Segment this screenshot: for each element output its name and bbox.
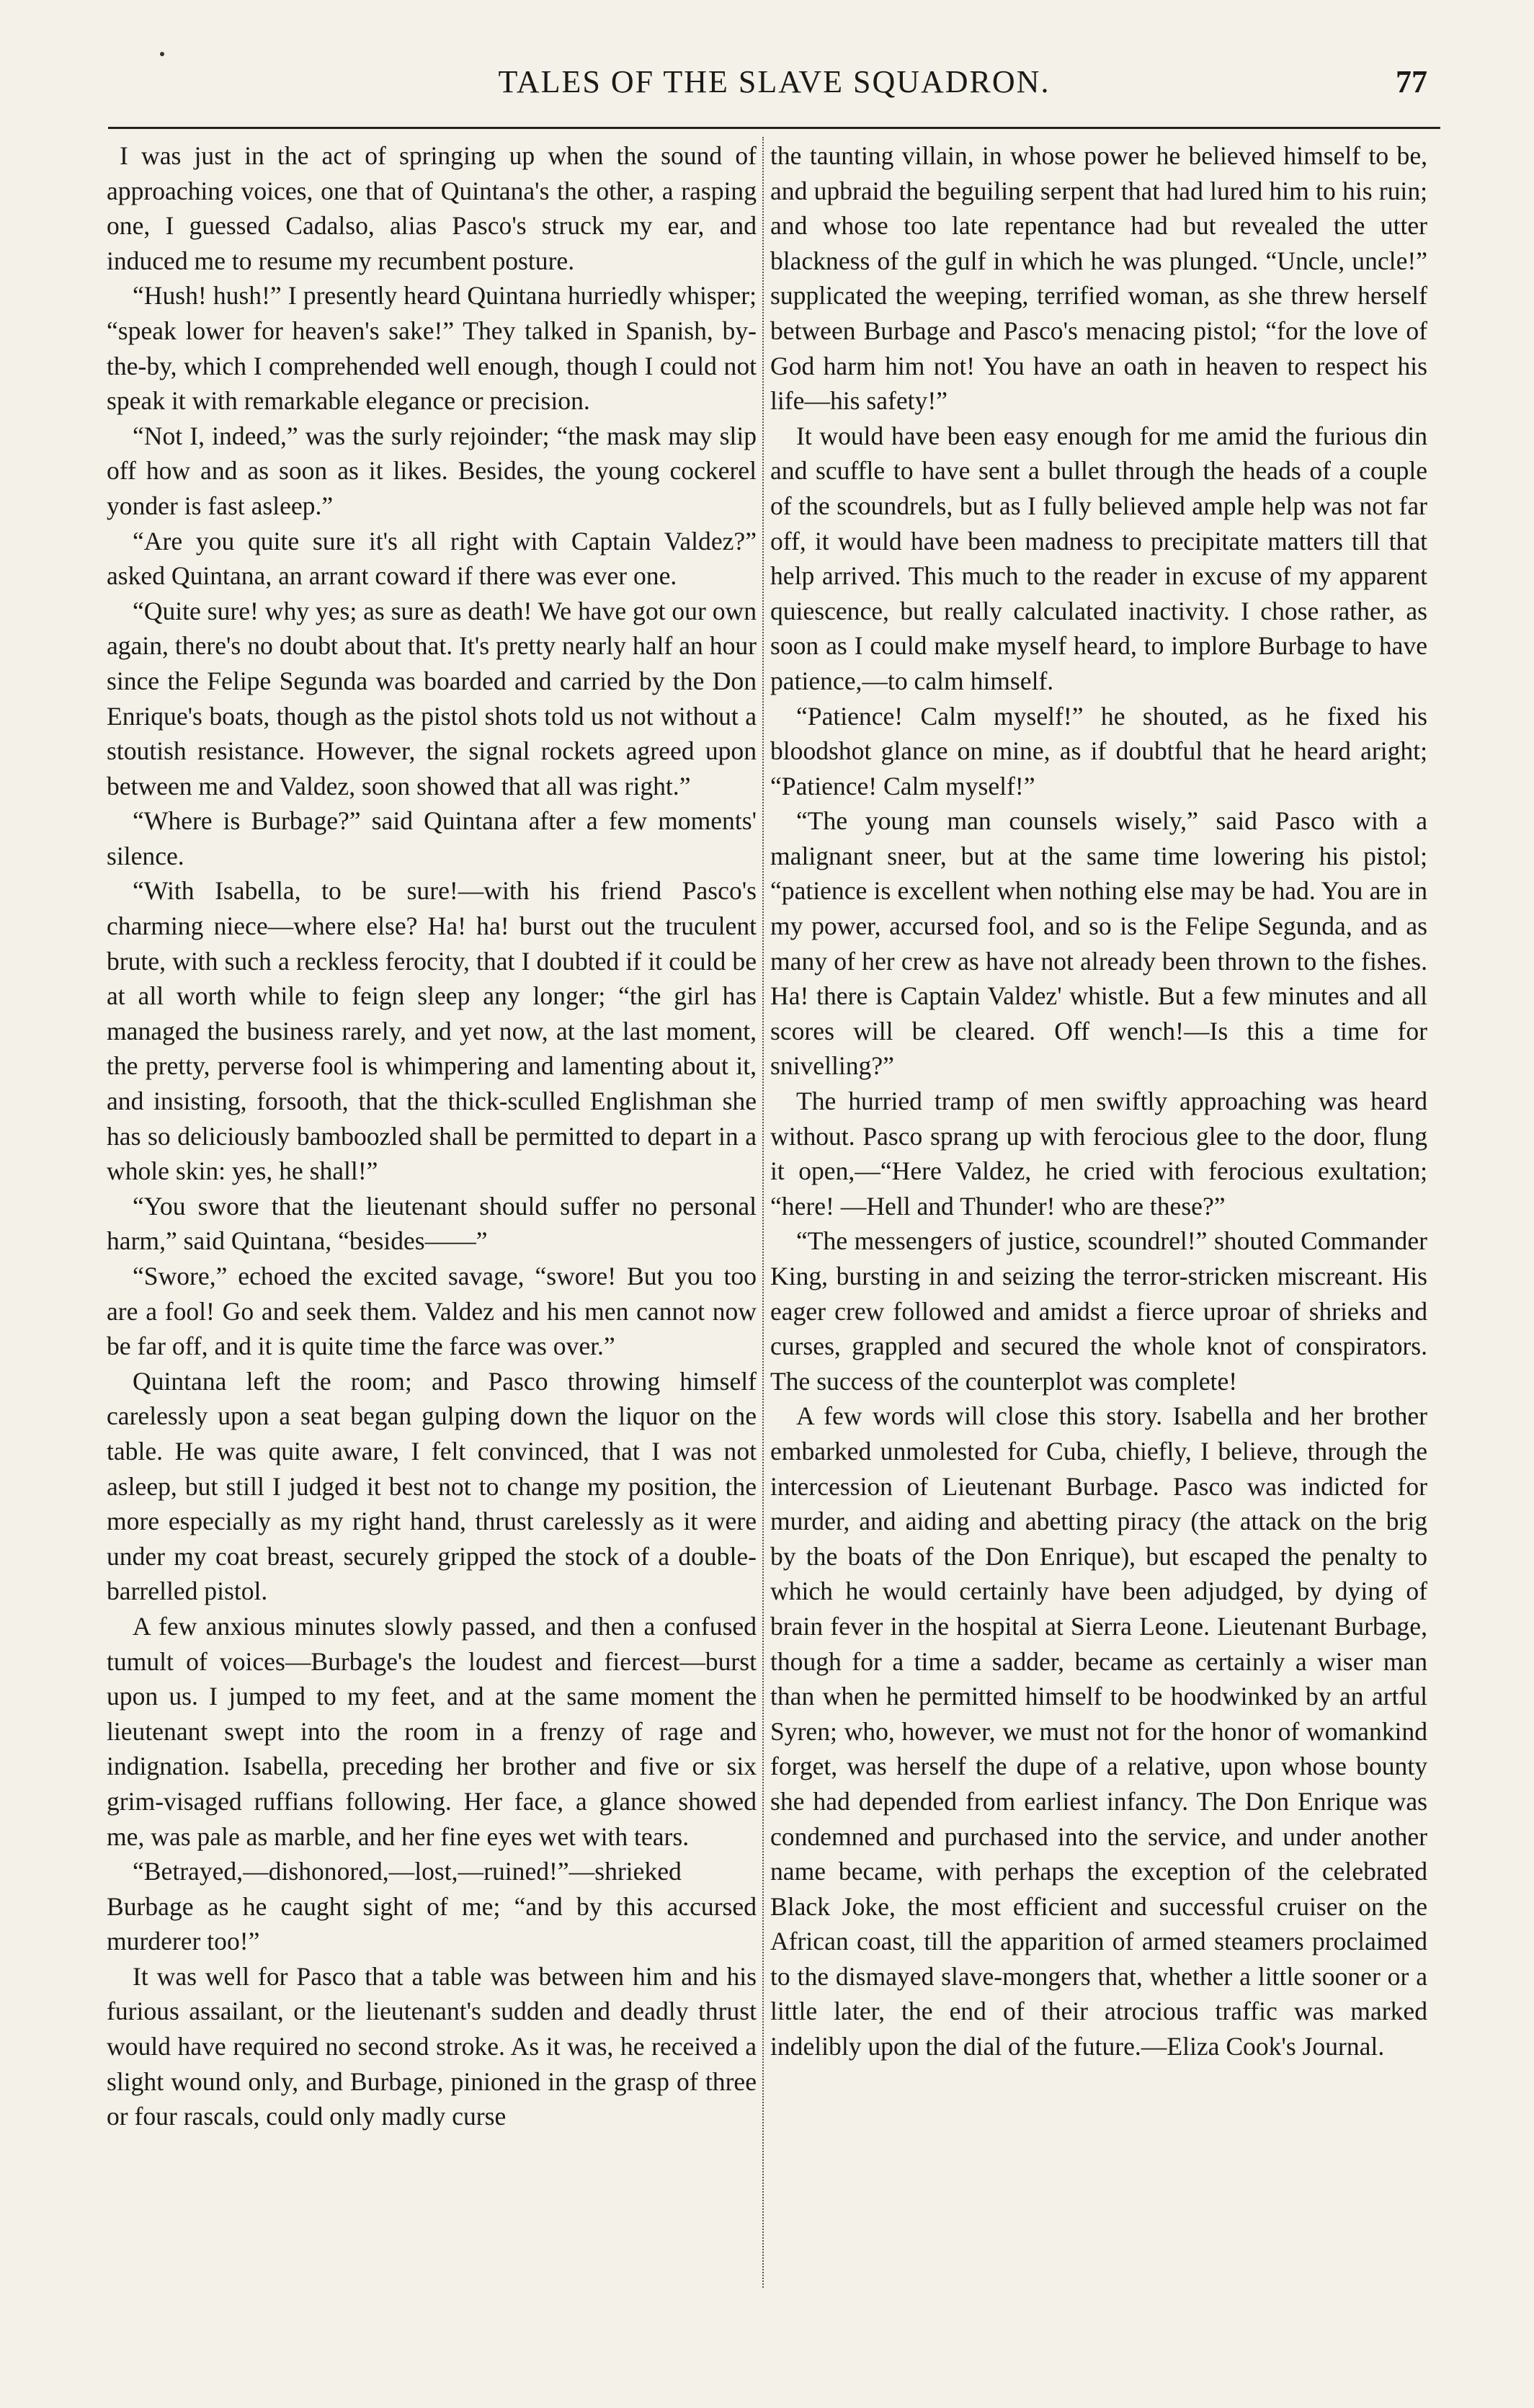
left-column	[107, 138, 757, 2134]
paragraph: “Are you quite sure it's all right with Captain Valdez?” asked Quintana, an arrant coward if there was ever one.	[107, 526, 757, 591]
paragraph: Quintana left the room; and Pasco throwing himself carelessly upon a seat began gulping down the liquor on the table. He was quite aware, I felt convinced, that I was not asleep, but still I judged it best not to change my position, the more especially as my right hand, thrust carelessly as it were under my coat breast, securely gripped the stock of a double-barrelled pistol.	[107, 1366, 757, 1606]
paragraph: A few words will close this story. Isabella and her brother embarked unmolested for Cuba, chiefly, I believe, through the intercession of Lieutenant Burbage. Pasco was indicted for murder, and aiding and abetting piracy (the attack on the brig by the boats of the Don Enrique), but escaped the penalty to which he would certainly have been adjudged, by dying of brain fever in the hospital at Sierra Leone. Lieutenant Burbage, though for a time a sadder, became as certainly a wiser man than when he permitted himself to be hoodwinked by an artful Syren; who, however, we must not for the honor of womankind forget, was herself the dupe of a relative, upon whose bounty she had depended from earliest infancy. The Don Enrique was condemned and purchased into the service, and under another name became, with perhaps the exception of the celebrated Black Joke, the most efficient and successful cruiser on the African coast, till the apparition of armed steamers proclaimed to the dismayed slave-mongers that, whether a little sooner or a little later, the end of their atrocious traffic was marked indelibly upon the dial of the future.—Eliza Cook's Journal.	[770, 1401, 1427, 2061]
paragraph: “The messengers of justice, scoundrel!” shouted Commander King, bursting in and seizing the terror-stricken miscreant. His eager crew followed and amidst a fierce uproar of shrieks and curses, grappled and secured the whole knot of conspirators. The success of the counterplot was complete!	[770, 1226, 1427, 1396]
paragraph: “With Isabella, to be sure!—with his friend Pasco's charming niece—where else? Ha! ha! burst out the truculent brute, with such a reckless ferocity, that I doubted if it could be at all worth while to feign sleep any longer; “the girl has managed the business rarely, and yet now, at the last moment, the pretty, perverse fool is whimpering and lamenting about it, and insisting, forsooth, that the thick-sculled Englishman she has so deliciously bamboozled shall be permitted to depart in a whole skin: yes, he shall!”	[107, 876, 757, 1186]
paragraph: A few anxious minutes slowly passed, and then a confused tumult of voices—Burbage's the loudest and fiercest—burst upon us. I jumped to my feet, and at the same moment the lieutenant swept into the room in a frenzy of rage and indignation. Isabella, preceding her brother and five or six grim-visaged ruffians following. Her face, a glance showed me, was pale as marble, and her fine eyes wet with tears.	[107, 1611, 757, 1851]
page-number: 77	[1396, 64, 1427, 99]
paragraph: The hurried tramp of men swiftly approaching was heard without. Pasco sprang up with ferocious glee to the door, flung it open,—“Here Valdez, he cried with ferocious exultation; “here! —Hell and Thunder! who are these?”	[770, 1087, 1427, 1221]
paragraph: “Patience! Calm myself!” he shouted, as he fixed his bloodshot glance on mine, as if doubtful that he heard aright; “Patience! Calm myself!”	[770, 701, 1427, 801]
paragraph: I was just in the act of springing up when the sound of approaching voices, one that of Quintana's the other, a rasping one, I guessed Cadalso, alias Pasco's struck my ear, and induced me to resume my recumbent posture.	[107, 141, 757, 275]
paragraph: It was well for Pasco that a table was between him and his furious assailant, or the lieutenant's sudden and deadly thrust would have required no second stroke. As it was, he received a slight wound only, and Burbage, pinioned in the grasp of three or four rascals, could only madly curse	[107, 1961, 757, 2131]
paragraph: “Betrayed,—dishonored,—lost,—ruined!”—shrieked Burbage as he caught sight of me; “and by this accursed murderer too!”	[107, 1857, 757, 1956]
paragraph: It would have been easy enough for me amid the furious din and scuffle to have sent a bullet through the heads of a couple of the scoundrels, but as I fully believed ample help was not far off, it would have been madness to precipitate matters till that help arrived. This much to the reader in excuse of my apparent quiescence, but really calculated inactivity. I chose rather, as soon as I could make myself heard, to implore Burbage to have patience,—to calm himself.	[770, 421, 1427, 695]
paragraph: “You swore that the lieutenant should suffer no personal harm,” said Quintana, “besides——”	[107, 1191, 757, 1256]
paragraph: “Not I, indeed,” was the surly rejoinder; “the mask may slip off how and as soon as it likes. Besides, the young cockerel yonder is fast asleep.”	[107, 421, 757, 520]
header-rule	[108, 127, 1440, 129]
print-speck	[160, 52, 164, 56]
right-column	[770, 138, 1427, 2064]
paragraph: “The young man counsels wisely,” said Pasco with a malignant sneer, but at the same time lowering his pistol; “patience is excellent when nothing else may be had. You are in my power, accursed fool, and so is the Felipe Segunda, and as many of her crew as have not already been thrown to the fishes. Ha! there is Captain Valdez' whistle. But a few minutes and all scores will be cleared. Off wench!—Is this a time for snivelling?”	[770, 806, 1427, 1081]
paragraph: “Quite sure! why yes; as sure as death! We have got our own again, there's no doubt about that. It's pretty nearly half an hour since the Felipe Segunda was boarded and carried by the Don Enrique's boats, though as the pistol shots told us not without a stoutish resistance. However, the signal rockets agreed upon between me and Valdez, soon showed that all was right.”	[107, 596, 757, 801]
paragraph: “Where is Burbage?” said Quintana after a few moments' silence.	[107, 806, 757, 870]
paragraph: “Hush! hush!” I presently heard Quintana hurriedly whisper; “speak lower for heaven's sake!” They talked in Spanish, by-the-by, which I comprehended well enough, though I could not speak it with remarkable elegance or precision.	[107, 281, 757, 416]
running-title: TALES OF THE SLAVE SQUADRON.	[498, 64, 1051, 99]
column-divider	[762, 137, 764, 2288]
running-header	[108, 63, 1440, 115]
paragraph: “Swore,” echoed the excited savage, “swore! But you too are a fool! Go and seek them. Valdez and his men cannot now be far off, and it is quite time the farce was over.”	[107, 1262, 757, 1361]
paragraph: the taunting villain, in whose power he believed himself to be, and upbraid the beguiling serpent that had lured him to his ruin; and whose too late repentance had but revealed the utter blackness of the gulf in which he was plunged. “Uncle, uncle!” supplicated the weeping, terrified woman, as she threw herself between Burbage and Pasco's menacing pistol; “for the love of God harm him not! You have an oath in heaven to respect his life—his safety!”	[770, 141, 1427, 416]
